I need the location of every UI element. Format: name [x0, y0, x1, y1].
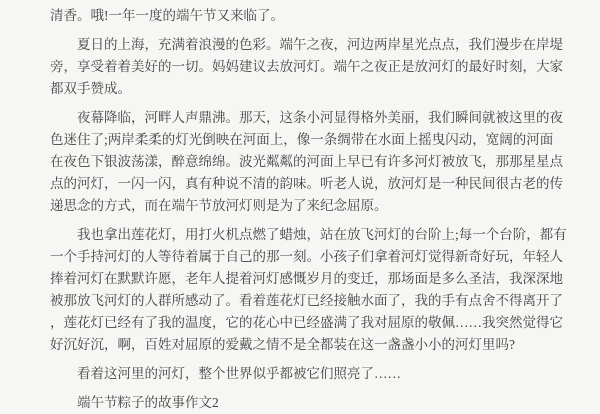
text-line: 夏日的上海，充满着浪漫的色彩。端午之夜，河边两岸星光点点，我们漫步在岸堤 — [77, 37, 563, 52]
text-line: 看着这河里的河灯，整个世界似乎都被它们照亮了…… — [77, 366, 401, 381]
paragraph — [50, 34, 563, 100]
text-line: 清香。哦!一年一度的端午节又来临了。 — [50, 8, 284, 23]
text-line: 都双手赞成。 — [50, 81, 131, 96]
text-line: 被那放飞河灯的人群所感动了。看着莲花灯已经接触水面了，我的手有点舍不得离开了 — [50, 293, 563, 308]
text-line: 好沉好沉，啊，百姓对屈原的爱戴之情不是全都装在这一盏盏小小的河灯里吗? — [50, 337, 515, 352]
text-line: 我也拿出莲花灯，用打火机点燃了蜡烛，站在放飞河灯的台阶上;每一个台阶，都有 — [77, 227, 567, 242]
text-line: 夜幕降临，河畔人声鼎沸。那天，这条小河显得格外美丽，我们瞬间就被这里的夜 — [77, 110, 563, 125]
paragraph — [50, 363, 547, 385]
text-line: 一个手持河灯的人等待着属于自己的那一刻。小孩子们拿着河灯觉得新奇好玩，年轻人 — [50, 249, 563, 264]
text-line: ，莲花灯已经有了我的温度，它的花心中已经盛满了我对屈原的敬佩……我突然觉得它 — [50, 315, 563, 330]
text-line: 点的河灯，一闪一闪，真有种说不清的韵味。听老人说，放河灯是一种民间很古老的传 — [50, 176, 563, 191]
text-line: 色迷住了;两岸柔柔的灯光倒映在河面上，像一条绸带在水面上摇曳闪动，宽阔的河面 — [50, 132, 554, 147]
text-line: 捧着河灯在默默许愿，老年人提着河灯感慨岁月的变迁，那场面是多么圣洁，我深深地 — [50, 271, 563, 286]
paragraph — [50, 107, 563, 217]
paragraph — [50, 224, 567, 356]
text-line: 在夜色下银波荡漾，醉意绵绵。波光粼粼的河面上早已有许多河灯被放飞，那那星星点 — [50, 154, 563, 169]
paragraph — [50, 392, 547, 414]
text-line: 端午节粽子的故事作文2 — [77, 395, 219, 410]
paragraph — [50, 5, 547, 27]
text-line: 递思念的方式，而在端午节放河灯则是为了来纪念屈原。 — [50, 198, 388, 213]
text-line: 旁，享受着着美好的一切。妈妈建议去放河灯。端午之夜正是放河灯的最好时刻，大家 — [50, 59, 563, 74]
